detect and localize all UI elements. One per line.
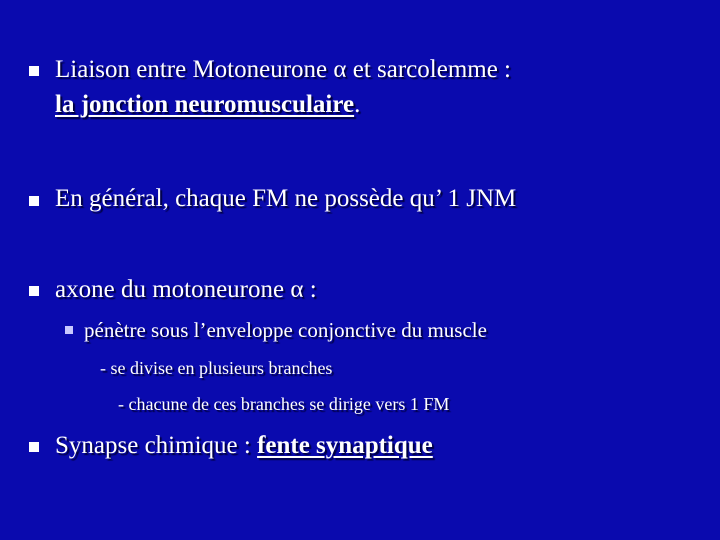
bullet-marker-3 (29, 286, 39, 296)
bullet-3-sub-3: - chacune de ces branches se dirige vers 1 FM (118, 394, 450, 414)
bullet-1-line-2 (55, 90, 360, 120)
bullet-marker-4 (29, 442, 39, 452)
bullet-2-text: En général, chaque FM ne possède qu’ 1 JNM (55, 185, 517, 212)
bullet-3-sub-1: pénètre sous l’enveloppe conjonctive du muscle (84, 318, 487, 342)
bullet-3-sub-2: - se divise en plusieurs branches (100, 358, 333, 378)
bullet-1-line-1: Liaison entre Motoneurone α et sarcolemme : (55, 56, 512, 83)
jonction-term: la jonction neuromusculaire (55, 91, 355, 118)
bullet-marker-2 (29, 196, 39, 206)
sub-bullet-marker (65, 326, 73, 334)
bullet-marker-1 (29, 66, 39, 76)
bullet-4-prefix: Synapse chimique : (55, 432, 258, 459)
fente-term: fente synaptique (257, 432, 433, 459)
bullet-1-line-2-end: . (354, 91, 361, 118)
bullet-3-text: axone du motoneurone α : (55, 276, 317, 303)
bullet-4-text (55, 431, 433, 461)
